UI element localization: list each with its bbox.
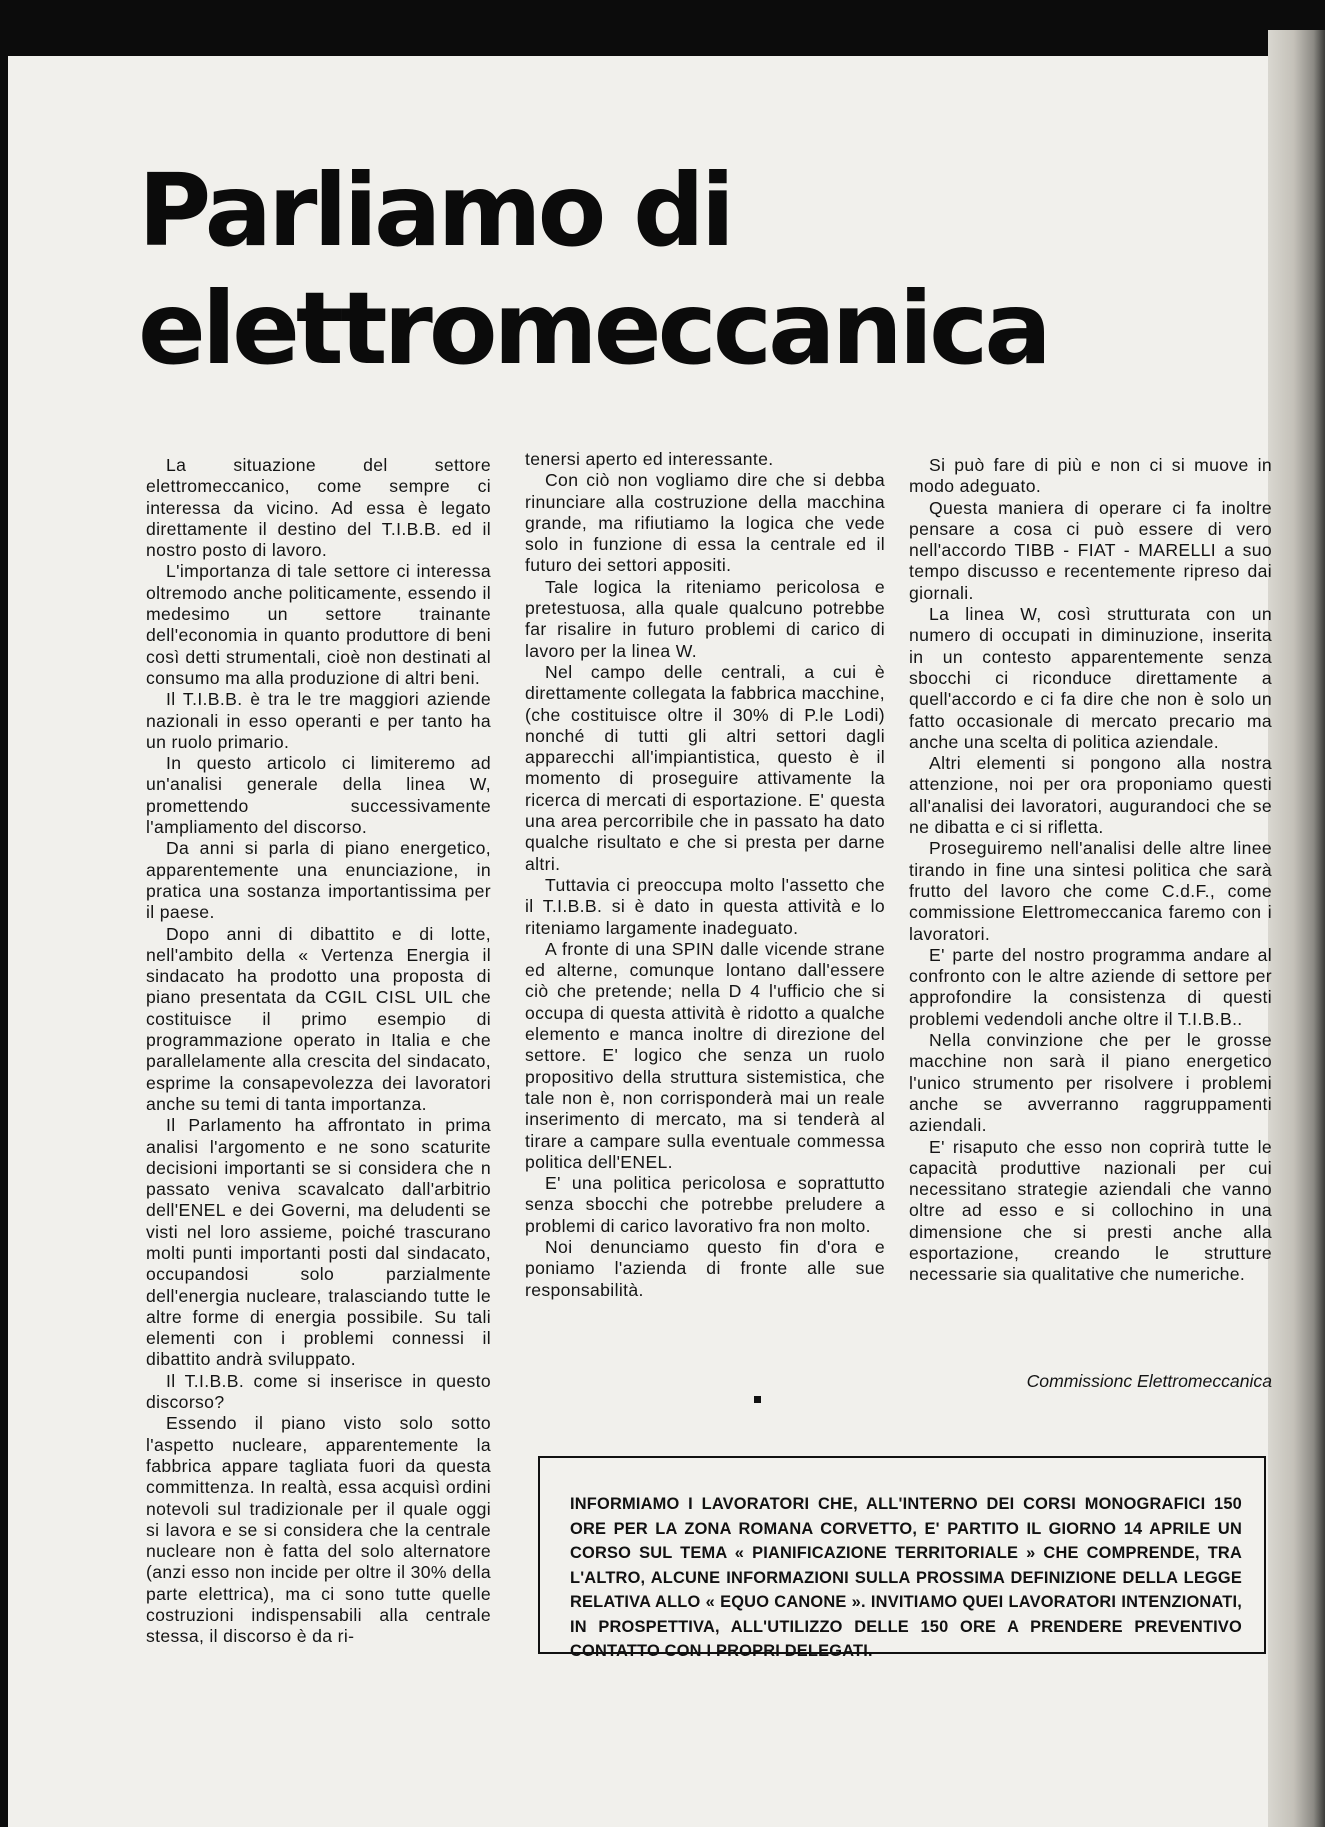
paragraph: Noi denunciamo questo fin d'ora e poniamo l'azienda di fronte alle sue responsabilità. — [525, 1236, 885, 1300]
paragraph: Altri elementi si pongono alla nostra attenzione, noi per ora proponiamo questi all'analisi dei lavoratori, augurandoci che se ne dibatta e ci si rifletta. — [909, 753, 1272, 838]
paragraph: Dopo anni di dibattito e di lotte, nell'ambito della « Vertenza Energia il sindacato ha prodotto una proposta di piano presentata da CGIL CISL UIL che costituisce il primo esempio di programmazione operato in Italia e che parallelamente alla crescita del sindacato, esprime la consapevolezza dei lavoratori anche su temi di tanta importanza. — [146, 923, 491, 1114]
notice-text: INFORMIAMO I LAVORATORI CHE, ALL'INTERNO DEI CORSI MONOGRAFICI 150 ORE PER LA ZONA ROMANA CORVETTO, E' PARTITO IL GIORNO 14 APRILE UN CORSO SUL TEMA « PIANIFICAZIONE TERRITORIALE » CHE COMPRENDE, TRA L'ALTRO, ALCUNE INFORMAZIONI SULLA PROSSIMA DEFINIZIONE DELLA LEGGE RELATIVA ALLO « EQUO CANONE ». INVITIAMO QUEI LAVORATORI INTENZIONATI, IN PROSPETTIVA, ALL'UTILIZZO DELLE 150 ORE A PRENDERE PREVENTIVO CONTATTO CON I PROPRI DELEGATI. — [570, 1495, 1242, 1660]
end-mark — [754, 1396, 761, 1403]
paragraph: Si può fare di più e non ci si muove in modo adeguato. — [909, 455, 1272, 497]
article-column-2 — [525, 449, 885, 1301]
paragraph: E' una politica pericolosa e soprattutto senza sbocchi che potrebbe preludere a problemi di carico lavorativo fra non molto. — [525, 1173, 885, 1236]
article-column-1 — [146, 455, 491, 1648]
headline-line-2: elettromeccanica — [138, 270, 1048, 387]
paragraph: tenersi aperto ed interessante. — [525, 449, 774, 469]
article-signature: Commissionc Elettromeccanica — [1026, 1371, 1272, 1391]
paragraph: Il Parlamento ha affrontato in prima analisi l'argomento e ne sono scaturite decisioni importanti se si considera che n passato veniva scavalcato dall'arbitrio dell'ENEL e dei Governi, ma deludenti se visti nel loro assieme, poiché trascurano molti punti importanti posti dal sindacato, occupandosi solo parzialmente dell'energia nucleare, tralasciando tutte le altre forme di energia possibile. Su tali elementi con i problemi connessi il dibattito andrà sviluppato. — [146, 1115, 491, 1370]
paragraph: Nella convinzione che per le grosse macchine non sarà il piano energetico l'unico strumento per risolvere i problemi anche se avverranno raggruppamenti aziendali. — [909, 1030, 1272, 1136]
paragraph: La linea W, così strutturata con un numero di occupati in diminuzione, inserita in un contesto apparentemente senza sbocchi ci riconduce direttamente a quell'accordo e ci fa dire che non è solo un fatto occasionale di mercato precario ma anche una scelta di politica aziendale. — [909, 604, 1272, 752]
paragraph: Tuttavia ci preoccupa molto l'assetto che il T.I.B.B. si è dato in questa attività e lo riteniamo largamente inadeguato. — [525, 874, 885, 938]
paragraph: In questo articolo ci limiteremo ad un'analisi generale della linea W, promettendo successivamente l'ampliamento del discorso. — [146, 753, 491, 838]
paragraph: Con ciò non vogliamo dire che si debba rinunciare alla costruzione della macchina grande, ma rifiutiamo la logica che vede solo in funzione di essa la centrale ed il futuro dei settori appositi. — [525, 470, 885, 576]
paragraph: Il T.I.B.B. come si inserisce in questo discorso? — [146, 1370, 491, 1413]
paragraph: Nel campo delle centrali, a cui è direttamente collegata la fabbrica macchine, (che costituisce oltre il 30% di P.le Lodi) nonché di tutti gli altri settori dagli apparecchi all'impiantistica, questo è il momento di proseguire attivamente la ricerca di mercati di esportazione. E' questa una area percorribile che in passato ha dato qualche risultato e che si presta per darne altri. — [525, 661, 885, 874]
paragraph: Questa maniera di operare ci fa inoltre pensare a cosa ci può essere di vero nell'accordo TIBB - FIAT - MARELLI a suo tempo discusso e recentemente ripreso dai giornali. — [909, 497, 1272, 603]
page-spine-edge — [1268, 30, 1325, 1827]
paragraph: L'importanza di tale settore ci interessa oltremodo anche politicamente, essendo il medesimo un settore trainante dell'economia in quanto produttore di beni così detti strumentali, cioè non destinati al consumo ma alla produzione di altri beni. — [146, 561, 491, 688]
paragraph: Tale logica la riteniamo pericolosa e pretestuosa, alla quale qualcuno potrebbe far risalire in futuro problemi di carico di lavoro per la linea W. — [525, 576, 885, 661]
notice-box — [538, 1456, 1266, 1660]
paragraph: E' parte del nostro programma andare al confronto con le altre aziende di settore per approfondire la consistenza di questi problemi vedendoli anche oltre il T.I.B.B.. — [909, 944, 1272, 1029]
paragraph: Il T.I.B.B. è tra le tre maggiori aziende nazionali in esso operanti e per tanto ha un ruolo primario. — [146, 689, 491, 752]
headline-line-1: Parliamo di — [138, 152, 732, 269]
article-headline — [138, 152, 1048, 388]
paragraph: La situazione del settore elettromeccanico, come sempre ci interessa da vicino. Ad essa è legato direttamente il destino del T.I.B.B. ed il nostro posto di lavoro. — [146, 455, 491, 561]
paragraph: A fronte di una SPIN dalle vicende strane ed alterne, comunque lontano dall'essere ciò che pretende; nella D 4 l'ufficio che si occupa di questa attività è ridotto a qualche elemento e manca inoltre di direzione del settore. E' logico che senza un ruolo propositivo della struttura sistemistica, che tale non è, non corrisponderà mai un reale inserimento di mercato, ma si tenderà al tirare a campare sulla eventuale commessa politica dell'ENEL. — [525, 938, 885, 1172]
paragraph: Da anni si parla di piano energetico, apparentemente una enunciazione, in pratica una sostanza importantissima per il paese. — [146, 838, 491, 923]
paragraph: Proseguiremo nell'analisi delle altre linee tirando in fine una sintesi politica che sarà frutto del lavoro che come C.d.F., come commissione Elettromeccanica faremo con i lavoratori. — [909, 838, 1272, 944]
paragraph: E' risaputo che esso non coprirà tutte le capacità produttive nazionali per cui necessitano strategie aziendali che vanno oltre ad esso e si collochino in una dimensione che si presti anche alla esportazione, creando le strutture necessarie sia qualitative che numeriche. — [909, 1136, 1272, 1285]
article-column-3 — [909, 455, 1272, 1286]
paragraph: Essendo il piano visto solo sotto l'aspetto nucleare, apparentemente la fabbrica appare tagliata fuori da questa committenza. In realtà, essa acquisì ordini notevoli sul tradizionale per il quale oggi si lavora e se si considera che la centrale nucleare non è fatta del solo alternatore (anzi esso non incide per oltre il 30% della parte elettrica), ma ci sono tutte quelle costruzioni indispensabili alla centrale stessa, il discorso è da ri- — [146, 1413, 491, 1647]
